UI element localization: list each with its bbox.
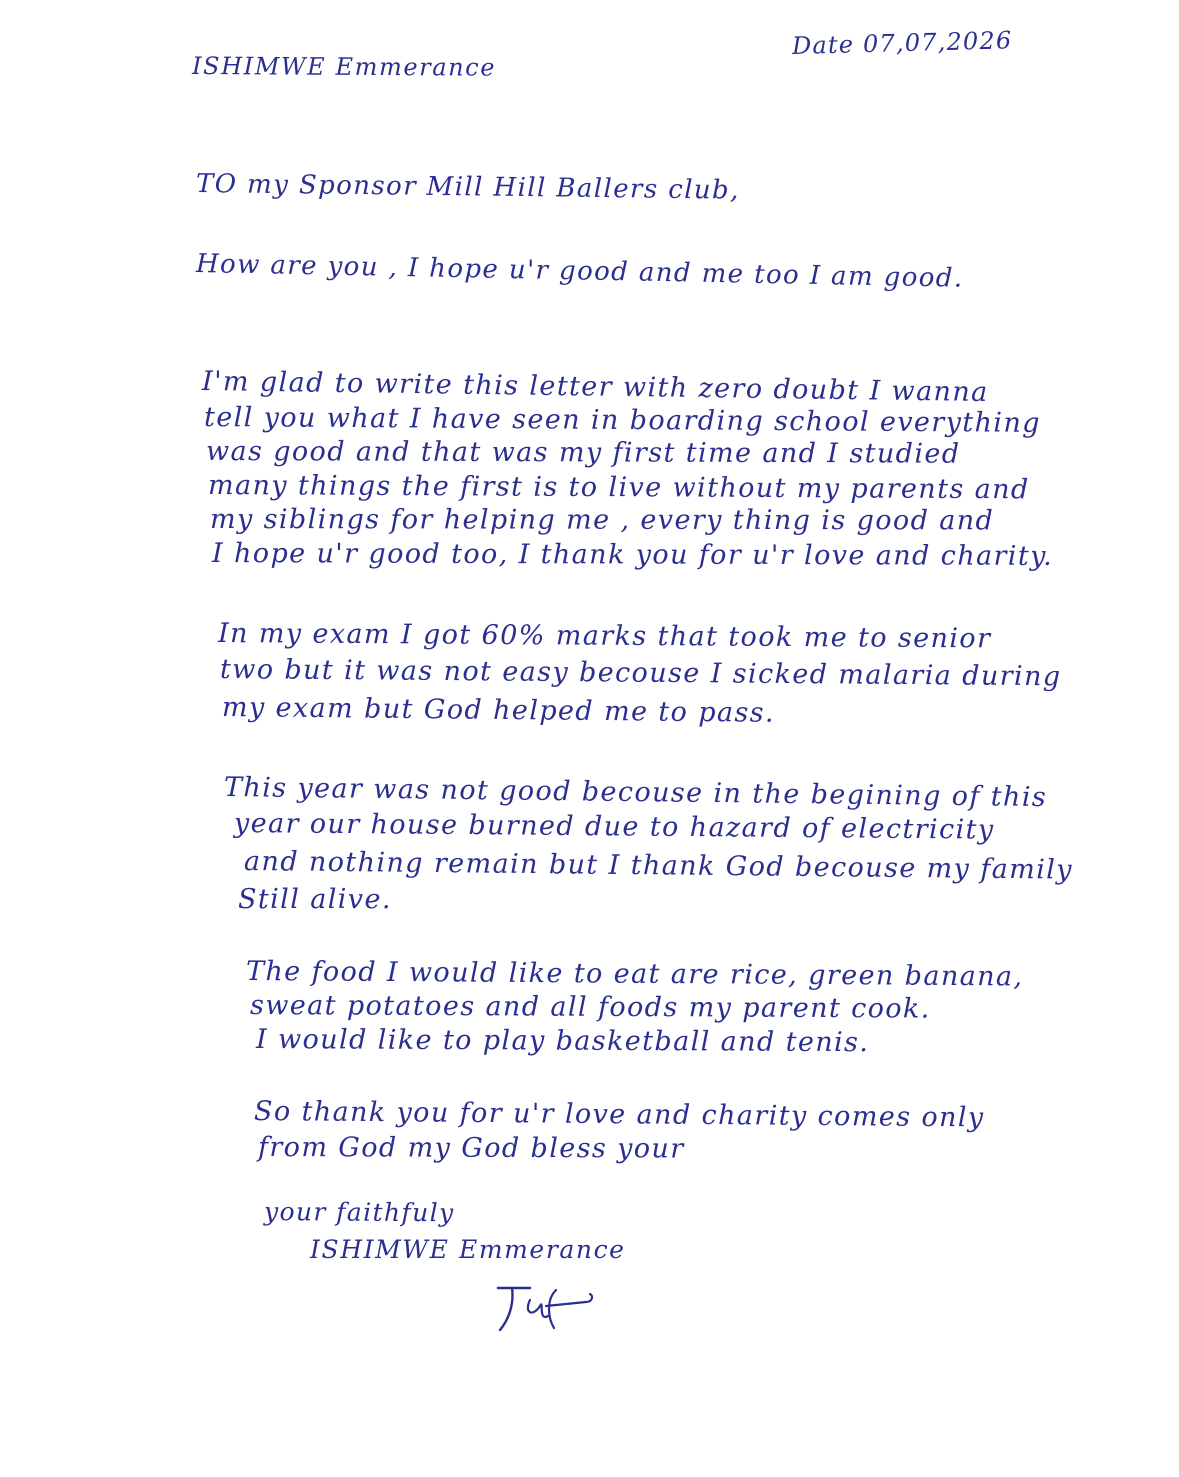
paragraph-3-line: and nothing remain but I thank God becouse my family — [243, 846, 1074, 886]
paragraph-2-line: my exam but God helped me to pass. — [221, 692, 776, 729]
paragraph-5-line: So thank you for u'r love and charity comes only — [253, 1096, 985, 1134]
paragraph-2-line: two but it was not easy becouse I sicked malaria during — [219, 654, 1062, 693]
letter-date: Date 07,07,2026 — [791, 26, 1013, 60]
salutation: TO my Sponsor Mill Hill Ballers club, — [195, 169, 740, 206]
paragraph-1-line: tell you what I have seen in boarding school everything — [203, 402, 1041, 439]
paragraph-1-line: was good and that was my first time and I studied — [205, 436, 961, 470]
paragraph-3-line: Still alive. — [238, 884, 392, 915]
paragraph-1-line: many things the first is to live without my parents and — [207, 470, 1030, 506]
paragraph-4-line: sweat potatoes and all foods my parent cook. — [249, 990, 931, 1025]
closing: your faithfuly — [263, 1197, 455, 1228]
paragraph-1-line: my siblings for helping me , every thing is good and — [209, 504, 995, 537]
paragraph-3-line: This year was not good becouse in the begining of this — [223, 772, 1048, 814]
greeting: How are you , I hope u'r good and me too I am good. — [195, 249, 964, 294]
paragraph-4-line: I would like to play basketball and tenis. — [255, 1024, 870, 1059]
paragraph-4-line: The food I would like to eat are rice, green banana, — [245, 956, 1024, 993]
signer-name: ISHIMWE Emmerance — [310, 1235, 626, 1264]
paragraph-3-line: year our house burned due to hazard of electricity — [233, 808, 995, 846]
paragraph-2-line: In my exam I got 60% marks that took me to senior — [217, 618, 992, 655]
writer-name: ISHIMWE Emmerance — [191, 52, 497, 82]
paragraph-1-line: I'm glad to write this letter with zero doubt I wanna — [201, 366, 989, 408]
paragraph-1-line: I hope u'r good too, I thank you for u'r love and charity. — [211, 538, 1054, 572]
signature-icon — [490, 1278, 600, 1336]
paragraph-5-line: from God my God bless your — [257, 1132, 685, 1165]
